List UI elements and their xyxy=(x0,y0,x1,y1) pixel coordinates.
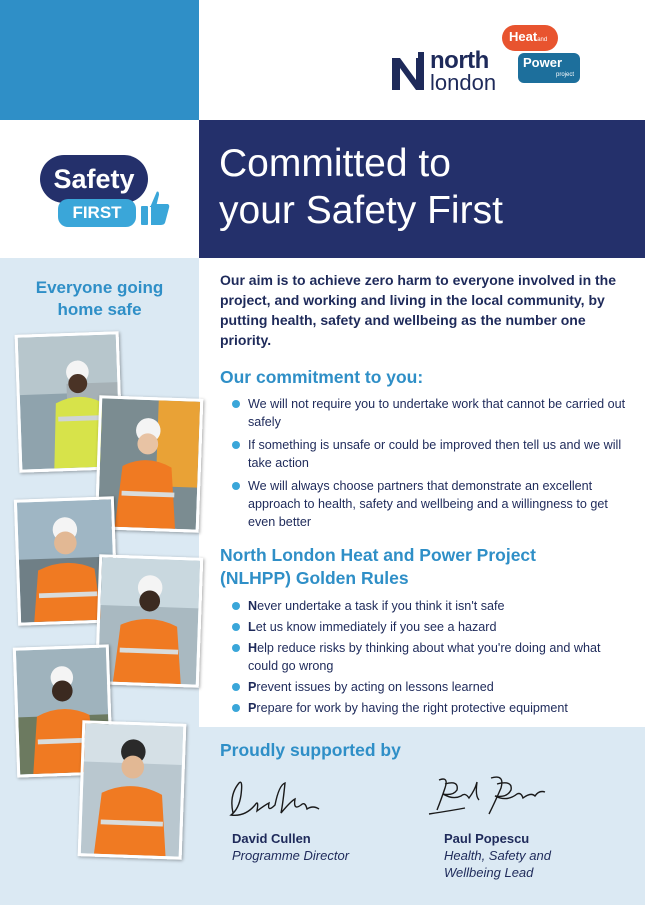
supported-by-heading: Proudly supported by xyxy=(220,740,401,760)
list-item xyxy=(232,639,632,675)
rule-initial: H xyxy=(248,641,258,655)
rule-text: revent issues by acting on lessons learned xyxy=(256,680,494,694)
golden-rules-list xyxy=(232,597,632,720)
rule-initial: N xyxy=(248,599,258,613)
signatory-david-cullen xyxy=(232,830,349,864)
signatory-name: David Cullen xyxy=(232,831,311,846)
rule-text: et us know immediately if you see a hazard xyxy=(255,620,497,634)
logo-london-text: london xyxy=(430,70,497,95)
rule-text: ever undertake a task if you think it isn't safe xyxy=(257,599,505,613)
intro-paragraph: Our aim is to achieve zero harm to everyone involved in the project, and working and living in the local community, by putting health, safety and wellbeing as the number one priority. xyxy=(220,272,617,348)
top-left-color-block xyxy=(0,0,199,120)
heat-bubble xyxy=(502,25,558,51)
logo-north-text: north xyxy=(430,47,489,74)
list-item: If something is unsafe or could be improved then tell us and we will take action xyxy=(232,436,632,472)
golden-rules-heading xyxy=(220,544,536,590)
worker-photo-4 xyxy=(95,554,203,688)
golden-rules-heading-line1: North London Heat and Power Project xyxy=(220,545,536,565)
heat-text: Heat xyxy=(509,29,538,44)
signatory-role: Health, Safety and Wellbeing Lead xyxy=(444,848,551,880)
rule-text: repare for work by having the right protective equipment xyxy=(256,701,568,715)
badge-safety-text: Safety xyxy=(40,155,148,203)
signatory-paul-popescu xyxy=(444,830,624,881)
list-item xyxy=(232,597,632,615)
thumbs-up-icon xyxy=(138,185,172,229)
list-item: We will not require you to undertake work that cannot be carried out safely xyxy=(232,395,632,431)
signatory-role: Programme Director xyxy=(232,848,350,863)
rule-initial: P xyxy=(248,701,257,715)
power-text: Power xyxy=(523,55,563,70)
rule-text: elp reduce risks by thinking about what you're doing and what could go wrong xyxy=(248,641,601,673)
header-banner xyxy=(199,120,645,258)
list-item: We will always choose partners that demonstrate an excellent approach to health, safety and wellbeing and a willingness to get even better xyxy=(232,477,632,531)
page-title: Committed to your Safety First xyxy=(219,142,503,232)
golden-rules-heading-line2: (NLHPP) Golden Rules xyxy=(220,568,409,588)
nlhpp-logo xyxy=(390,22,590,102)
and-text: and xyxy=(537,37,548,43)
rule-initial: L xyxy=(248,620,256,634)
north-london-n-icon xyxy=(390,52,426,92)
commitment-list xyxy=(232,395,632,536)
signatory-name: Paul Popescu xyxy=(444,831,530,846)
list-item xyxy=(232,618,632,636)
commitment-heading: Our commitment to you: xyxy=(220,367,424,387)
worker-photo-6 xyxy=(78,720,187,860)
safety-first-badge xyxy=(40,155,172,237)
rule-initial: P xyxy=(248,680,257,694)
signature-david-cullen xyxy=(225,775,325,823)
power-bubble xyxy=(518,53,580,83)
tagline: Everyone going home safe xyxy=(35,278,164,319)
badge-first-text: FIRST xyxy=(58,199,136,227)
signature-paul-popescu xyxy=(425,770,555,820)
list-item xyxy=(232,678,632,696)
project-text: project xyxy=(555,72,574,78)
list-item xyxy=(232,699,632,717)
